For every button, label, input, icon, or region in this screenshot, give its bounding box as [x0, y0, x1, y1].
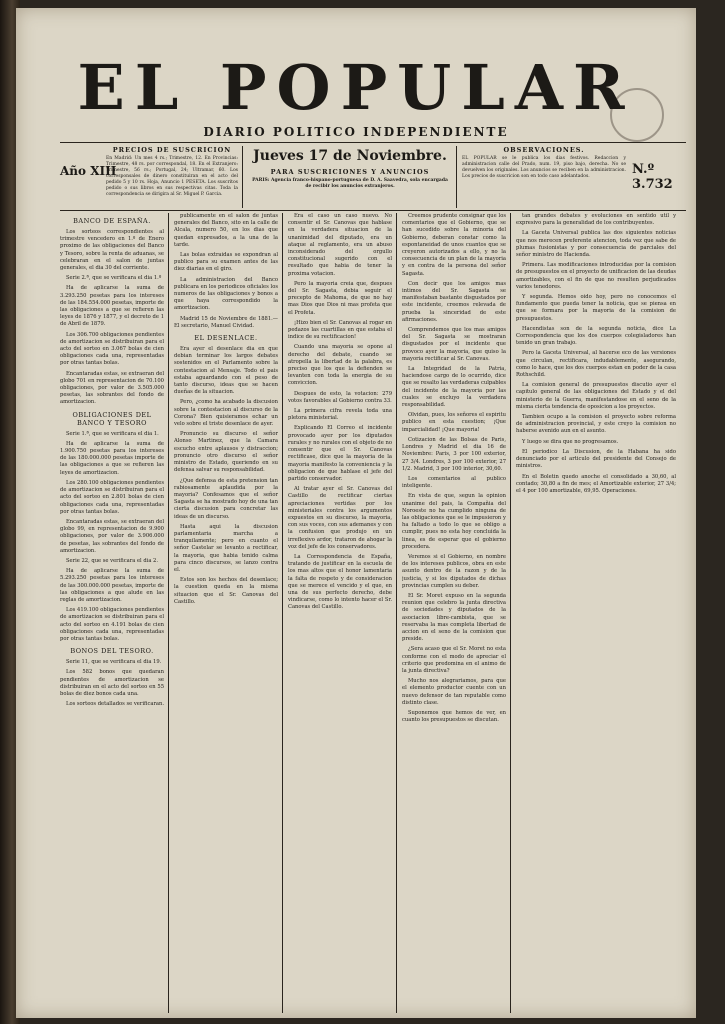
- article-paragraph: Ha de aplicarse la suma de 1.900.750 pesetas para los intereses de las 180.000.000 pesetas importe de las obligaciones a que se refieren las leyes de amortizacion.: [60, 440, 164, 476]
- article-paragraph: Ha de aplicarse la suma de 5.293.250 pesetas para los intereses de las 300.000.000 pesetas, importe de las obligaciones a que alude en las reglas de amortizacion.: [60, 568, 164, 603]
- article-paragraph: ¿Que defensa de esta pretension tan rabiosamente aplaudida por la mayoria? Confesamos que el señor Sagasta se ha mostrado hoy de una tan cierta discusion para concretar las ideas de un discurso.: [174, 477, 278, 520]
- article-paragraph: Encantaradas estas, se extraeran del globo 701 en representacion de 70.100 obligaciones, por valor de 3.505.000 pesetas, las sobrantes del fondo de amortizacion.: [60, 370, 164, 406]
- article-paragraph: ¿Sera acaso que el Sr. Moret no esta conforme con el modo de apreciar el criterio que predomina en el animo de la junta directiva?: [402, 646, 506, 674]
- article-paragraph: Hacendistas son de la segunda noticia, dice La Correspondencia que los dos cuerpos colegisladores han tenido un gran trabajo.: [516, 325, 676, 347]
- article-heading: OBLIGACIONES DEL BANCO Y TESORO: [72, 410, 152, 427]
- issue-date: Jueves 17 de Noviembre.: [253, 148, 447, 164]
- column-divider: [510, 213, 511, 1013]
- article-paragraph: Los 306.700 obligaciones pendientes de amortizacion se distribuiran para el acto del sorteo en 3.067 bolas de cien obligaciones cada una, representadas por otras tantas bolas.: [60, 331, 164, 367]
- column-1: [60, 213, 164, 1013]
- article-paragraph: Y segunda. Hemos oido hoy, pero no conocemos el fundamento que pueda tener la noticia, que se piensa en que se formara por la mayoria de la comision de presupuestos.: [516, 294, 676, 322]
- column-4: [402, 213, 506, 1013]
- issue-number: [632, 162, 686, 192]
- top-rule: [60, 142, 686, 143]
- article-paragraph: La Gaceta Universal publica las dos siguientes noticias que nos merecen preferente atencion, toda vez que sabe de plumas fusionistas y por consecuencia de parciales del señor ministro de Hacienda.: [516, 230, 676, 259]
- article-paragraph: Creemos prudente consignar que los comentarios que el Gobierno, que se han sucedido sobre la minoria del Gobierno, deberan constar como la espontaneidad de unos cuantos que se creyeron autorizados a ello, y no la consecuencia de un plan de la mayoria y en contra de la persona del señor Sagasta.: [402, 213, 506, 277]
- column-divider: [282, 213, 283, 1013]
- article-paragraph: Ha de aplicarse la suma de 3.293.250 pesetas para los intereses de las 184.554.000 pesetas, importe de las obligaciones a que se refieren las leyes de 1876 y 1877, y el decreto de 1 de Abril de 1879.: [60, 285, 164, 328]
- columns-rule: [60, 210, 686, 211]
- divider: [242, 146, 243, 208]
- article-paragraph: Madrid 15 de Noviembre de 1881.—El secretario, Manuel Cividad.: [174, 315, 278, 329]
- article-paragraph: Suponemos que hemos de ver, en cuanto los presupuestos se discutan.: [402, 710, 506, 724]
- article-heading: EL DESENLACE.: [194, 334, 258, 343]
- article-paragraph: En el Boletin quedo anoche el consolidado a 30,60, al contado; 30,80 a fin de mes; el Amortizable exterior, 27 3/4; el 4 por 100 amortizable, 69,95. Operaciones.: [516, 473, 676, 494]
- article-paragraph: Los sorteos correspondientes al trimestre vencedero en 1.º de Enero proximo de las obligaciones del Banco y Tesoro, sobre la renta de aduanas, se celebraran en el salon de juntas generales, el dia 30 del corriente.: [60, 229, 164, 272]
- article-paragraph: Tambien ocupo a la comision el proyecto sobre reforma de administracion provincial, y este creyo la comision no haberse avenido aun en el asunto.: [516, 414, 676, 435]
- article-paragraph: tan grandes debates y evoluciones en sentido util y expresivo para la generalidad de los contribuyentes.: [516, 213, 676, 227]
- article-paragraph: Pero, ¿como ha acabado la discusion sobre la contestacion al discurso de la Corona? Bien quisieramos echar un velo sobre el triste desenlace de ayer.: [174, 399, 278, 428]
- divider: [456, 146, 457, 208]
- article-paragraph: La Correspondencia de España, tratando de justificar en la escuela de los mas altos que el honor lamentaria la falta de respeto y de consideracion que se merece el vencido y el que, en una de sus perfecto derecho, debe vindicarse, como lo intento hacer el Sr. Canovas del Castillo.: [288, 553, 392, 611]
- article-paragraph: Pero la Gaceta Universal, al hacerse eco de las versiones que circulan, rectificara, indudablemente, asegurando, como lo hace, que los dos cuerpos estan en poder de la casa Rothschild.: [516, 350, 676, 379]
- column-divider: [396, 213, 397, 1013]
- article-paragraph: Las bolas extraidas se expondran al publico para su examen antes de las diez diarias en el giro.: [174, 252, 278, 273]
- article-paragraph: El Sr. Moret expuso en la segunda reunion que celebro la junta directiva de sociedades y diputados de la asociacion libre-cambista, que se reservaba la mas completa libertad de accion en el seno de la comision que preside.: [402, 592, 506, 643]
- column-2: [174, 213, 278, 1013]
- article-paragraph: Serie 22, que se verificara el dia 2.: [66, 557, 159, 564]
- article-paragraph: Hasta aqui la discusion parlamentaria marcha a tranquilamente; pero en cuanto el señor Castelar se levanto a rectificar, la mayoria, que habia tenido calma para cinco discursos, se lanzo contra el.: [174, 523, 278, 573]
- article-paragraph: Con decir que los amigos mas intimos del Sr. Sagasta se manifestaban bastante disgustados por este incidente, creemos relevada de prueba la sinceridad de este afirmaciones.: [402, 280, 506, 323]
- article-paragraph: Veremos si el Gobierno, en nombre de los intereses publicos, obra en este asunto dentro de la razon y de la justicia, y si los diputados de dichas provincias cumplen su deber.: [402, 553, 506, 589]
- article-paragraph: Era el caso un caso nuevo. No consentir el Sr. Canovas que hablase en la verdadera situacion de la unanimidad del diputado, era un ataque al reglamento, era un abuso inconsiderado del orgullo constitucional sugerido con el resultado que habia de tener la proxima votacion.: [288, 213, 392, 277]
- article-paragraph: Los 280.100 obligaciones pendientes de amortizacion se distribuiran para el acto del sorteo en 2.801 bolas de cien obligaciones cada una, representadas por otras tantas bolas.: [60, 479, 164, 515]
- article-paragraph: Los 582 bonos que quedaran pendientes de amortizacion se distribuiran en el acto del sorteo en 55 bolas de diez bonos cada una.: [60, 669, 164, 697]
- article-paragraph: Pronuncio su discurso el señor Alonso Martinez, que la Camara escucho entre aplausos y distraccion; pronuncio otro discurso el señor ministro de Estado, queriendo en su defensa salvar su responsabilidad.: [174, 431, 278, 474]
- article-paragraph: La administracion del Banco publicara en los periodicos oficiales los numeros de las obligaciones y bonos a que haya correspondido la amortizacion.: [174, 276, 278, 312]
- article-paragraph: Mucho nos alegrariamos, para que el elemento productor cuente con un nuevo defensor de tan reputable como distinto clase.: [402, 678, 506, 706]
- article-paragraph: Explicando El Correo el incidente provocado ayer por los diputados rurales y no rurales con el objeto de no consentir que el Sr. Canovas rectificase, dice que la mayoria de la mayoria manifesto la conveniencia y la obligacion de que hablase el jefe del partido conservador.: [288, 425, 392, 482]
- article-paragraph: En vista de que, segun la opinion unanime del pais, la Compañia del Noroeste no ha cumplido ninguna de las obligaciones que se le impusieron y ha faltado a todo lo que se obligo a cumplir, pues no esta hoy concluida la linea, es de esperar que el gobierno procedera.: [402, 493, 506, 550]
- observations-title: OBSERVACIONES.: [503, 146, 585, 154]
- ads-text: PARIS: Agencia franco-hispano-portuguesa de D. A. Saavedra, sola encargada de recibir los anuncios extranjeros.: [252, 178, 448, 189]
- column-divider: [168, 213, 169, 1013]
- article-paragraph: Encantaradas estas, se extraeran del globo 99, en representacion de 9.900 obligaciones, por valor de 3.906.000 de pesetas, las sobrantes del fondo de amortizacion.: [60, 518, 164, 554]
- article-paragraph: Pero la mayoria creia que, despues del Sr. Sagasta, debia seguir el precepto de Mahoma, de que no hay mas Dios que Dios ni mas profeta que el Profeta.: [288, 280, 392, 316]
- ads-title: PARA SUSCRICIONES Y ANUNCIOS: [270, 168, 430, 176]
- article-paragraph: Serie 2.ª, que se verificara el dia 1.º: [66, 275, 162, 282]
- article-paragraph: publicamente en el salon de juntas generales del Banco, sito en la calle de Alcala, numero 50, en los dias que quedan expresados, a la una de la tarde.: [174, 213, 278, 248]
- observations-text: EL POPULAR se le publica los dias festivos. Redaccion y administracion calle del Prado, num. 19, piso bajo, derecha. No se devuelven los originales. Los anuncios se reciben en la administracion. Los precios de suscricion son en todo caso adelantados.: [462, 156, 626, 179]
- article-heading: BONOS DEL TESORO.: [70, 647, 154, 656]
- article-paragraph: Serie 1.ª, que se verificara el dia 1.: [66, 430, 159, 437]
- newspaper-title: EL POPULAR: [77, 51, 635, 124]
- article-heading: BANCO DE ESPAÑA.: [73, 217, 151, 225]
- article-paragraph: Cotizacion de las Bolsas de Paris, Londres y Madrid el dia 16 de Noviembre: Paris, 3 por 100 exterior, 27 3/4. Londres, 3 por 100 exterior, 27 1/2. Madrid, 3 por 100 interior, 30,60.: [402, 436, 506, 472]
- article-paragraph: El periodico La Discusion, de la Habana ha sido denunciado por el articulo del presidente del Consejo de ministros.: [516, 448, 676, 470]
- article-paragraph: Primera. Las modificaciones introducidas por la comision de presupuestos en el proyecto de unificacion de las deudas amortizables, con el fin de que no resulten perjudicados varios tenedores.: [516, 262, 676, 290]
- article-paragraph: ¡Hizo bien el Sr. Canovas al rogar en pedazos las cuartillas en que estaba el indice de su rectificacion!: [288, 319, 392, 341]
- subscription-box: [106, 146, 238, 208]
- article-paragraph: Y luego se dira que no progresamos.: [522, 438, 619, 445]
- article-paragraph: Los sorteos detallados se verificaran.: [66, 701, 164, 708]
- column-3: [288, 213, 392, 1013]
- article-paragraph: Despues de esto, la votacion: 279 votos favorables al Gobierno contra 33.: [288, 390, 392, 404]
- observations-box: [462, 146, 626, 208]
- article-paragraph: Estos son los hechos del desenlace; la cuestion queda en la misma situacion que el Sr. Canovas del Castillo.: [174, 577, 278, 605]
- subscription-text: En Madrid: Un mes 4 rs.; Trimestre, 12. En Provincias: Trimestre, 48 rs. por correspondal, 18. En el Extranjero: Trimestre, 56 rs.; Portugal, 24; Ultramar, 60. Los corresponsales de dinero constituiran en el acto del pedido 5 y 10 rs. Hoja, Anuncio 1 PESETA. Los suscritos pedido o sus libros en sus respectivas citas. Toda la correspondencia se dirigira al Sr. Miguel P. Garcia.: [106, 156, 238, 197]
- newspaper-page: [16, 8, 696, 1018]
- article-paragraph: La comision general de presupuestos discutio ayer el capitulo general de las obligaciones del Estado y el del ministerio de la Guerra, manifestandose en el seno de la misma cierta tendencia de oposicion a los proyectos.: [516, 382, 676, 410]
- article-paragraph: Al tratar ayer el Sr. Canovas del Castillo de rectificar ciertas apreciaciones vertidas por los ministeriales contra los argumentos expuestos en su discurso, la mayoria, con sus voces, con sus ademanes y con la confusion que produjo en un irreflexivo ardor, trataron de ahogar la voz del jefe de los conservadores.: [288, 486, 392, 550]
- article-paragraph: Los 419.100 obligaciones pendientes de amortizacion se distribuiran para el acto del sorteo en 4.191 bolas de cien obligaciones cada una, representadas por otras tantas bolas.: [60, 607, 164, 642]
- info-bar: [60, 146, 686, 208]
- article-paragraph: Comprendemos que los mas amigos del Sr. Sagasta se mostraran disgustados por el incidente que provoco ayer la mayoria, que quiso la mayoria rectificar al Sr. Canovas.: [402, 327, 506, 362]
- newspaper-subtitle: DIARIO POLITICO INDEPENDIENTE: [203, 125, 509, 139]
- article-paragraph: Olvidan, pues, los señores el espiritu publico en esta cuestion; ¡Que imparcialidad! ¡Que mayoria!: [402, 412, 506, 433]
- article-paragraph: Serie 11, que se verificara el dia 19.: [66, 659, 162, 666]
- article-paragraph: La primera cifra revela toda una pletora ministerial.: [288, 408, 392, 422]
- subscription-title: PRECIOS DE SUSCRICION: [112, 146, 232, 154]
- article-paragraph: Cuando una mayoria se opone al derecho del debate, cuando se atropella la libertad de la palabra, es preciso que los que la defienden se levanten con toda la energia de su conviccion.: [288, 344, 392, 387]
- article-paragraph: Era ayer el desenlace dia en que debian terminar los largos debates sostenidos en el Parlamento sobre la contestacion al Mensaje. Todo el pais estaba aguardando con el peso de tanto discurso, ideas que se hacen dueñas de la situacion.: [174, 346, 278, 396]
- issue-number-value: 3.732: [632, 177, 673, 192]
- issue-number-prefix: N.º: [632, 162, 655, 177]
- column-5: [516, 213, 676, 1013]
- article-paragraph: Los comentarios al publico inteligente.: [402, 475, 506, 490]
- article-paragraph: La Integridad de la Patria, haciendose cargo de lo ocurrido, dice que se resalto las verdaderas culpables del incidente de la mayoria por las cuales se excluyo la verdadera responsabilidad.: [402, 366, 506, 409]
- year-label: Año XIII: [60, 164, 117, 178]
